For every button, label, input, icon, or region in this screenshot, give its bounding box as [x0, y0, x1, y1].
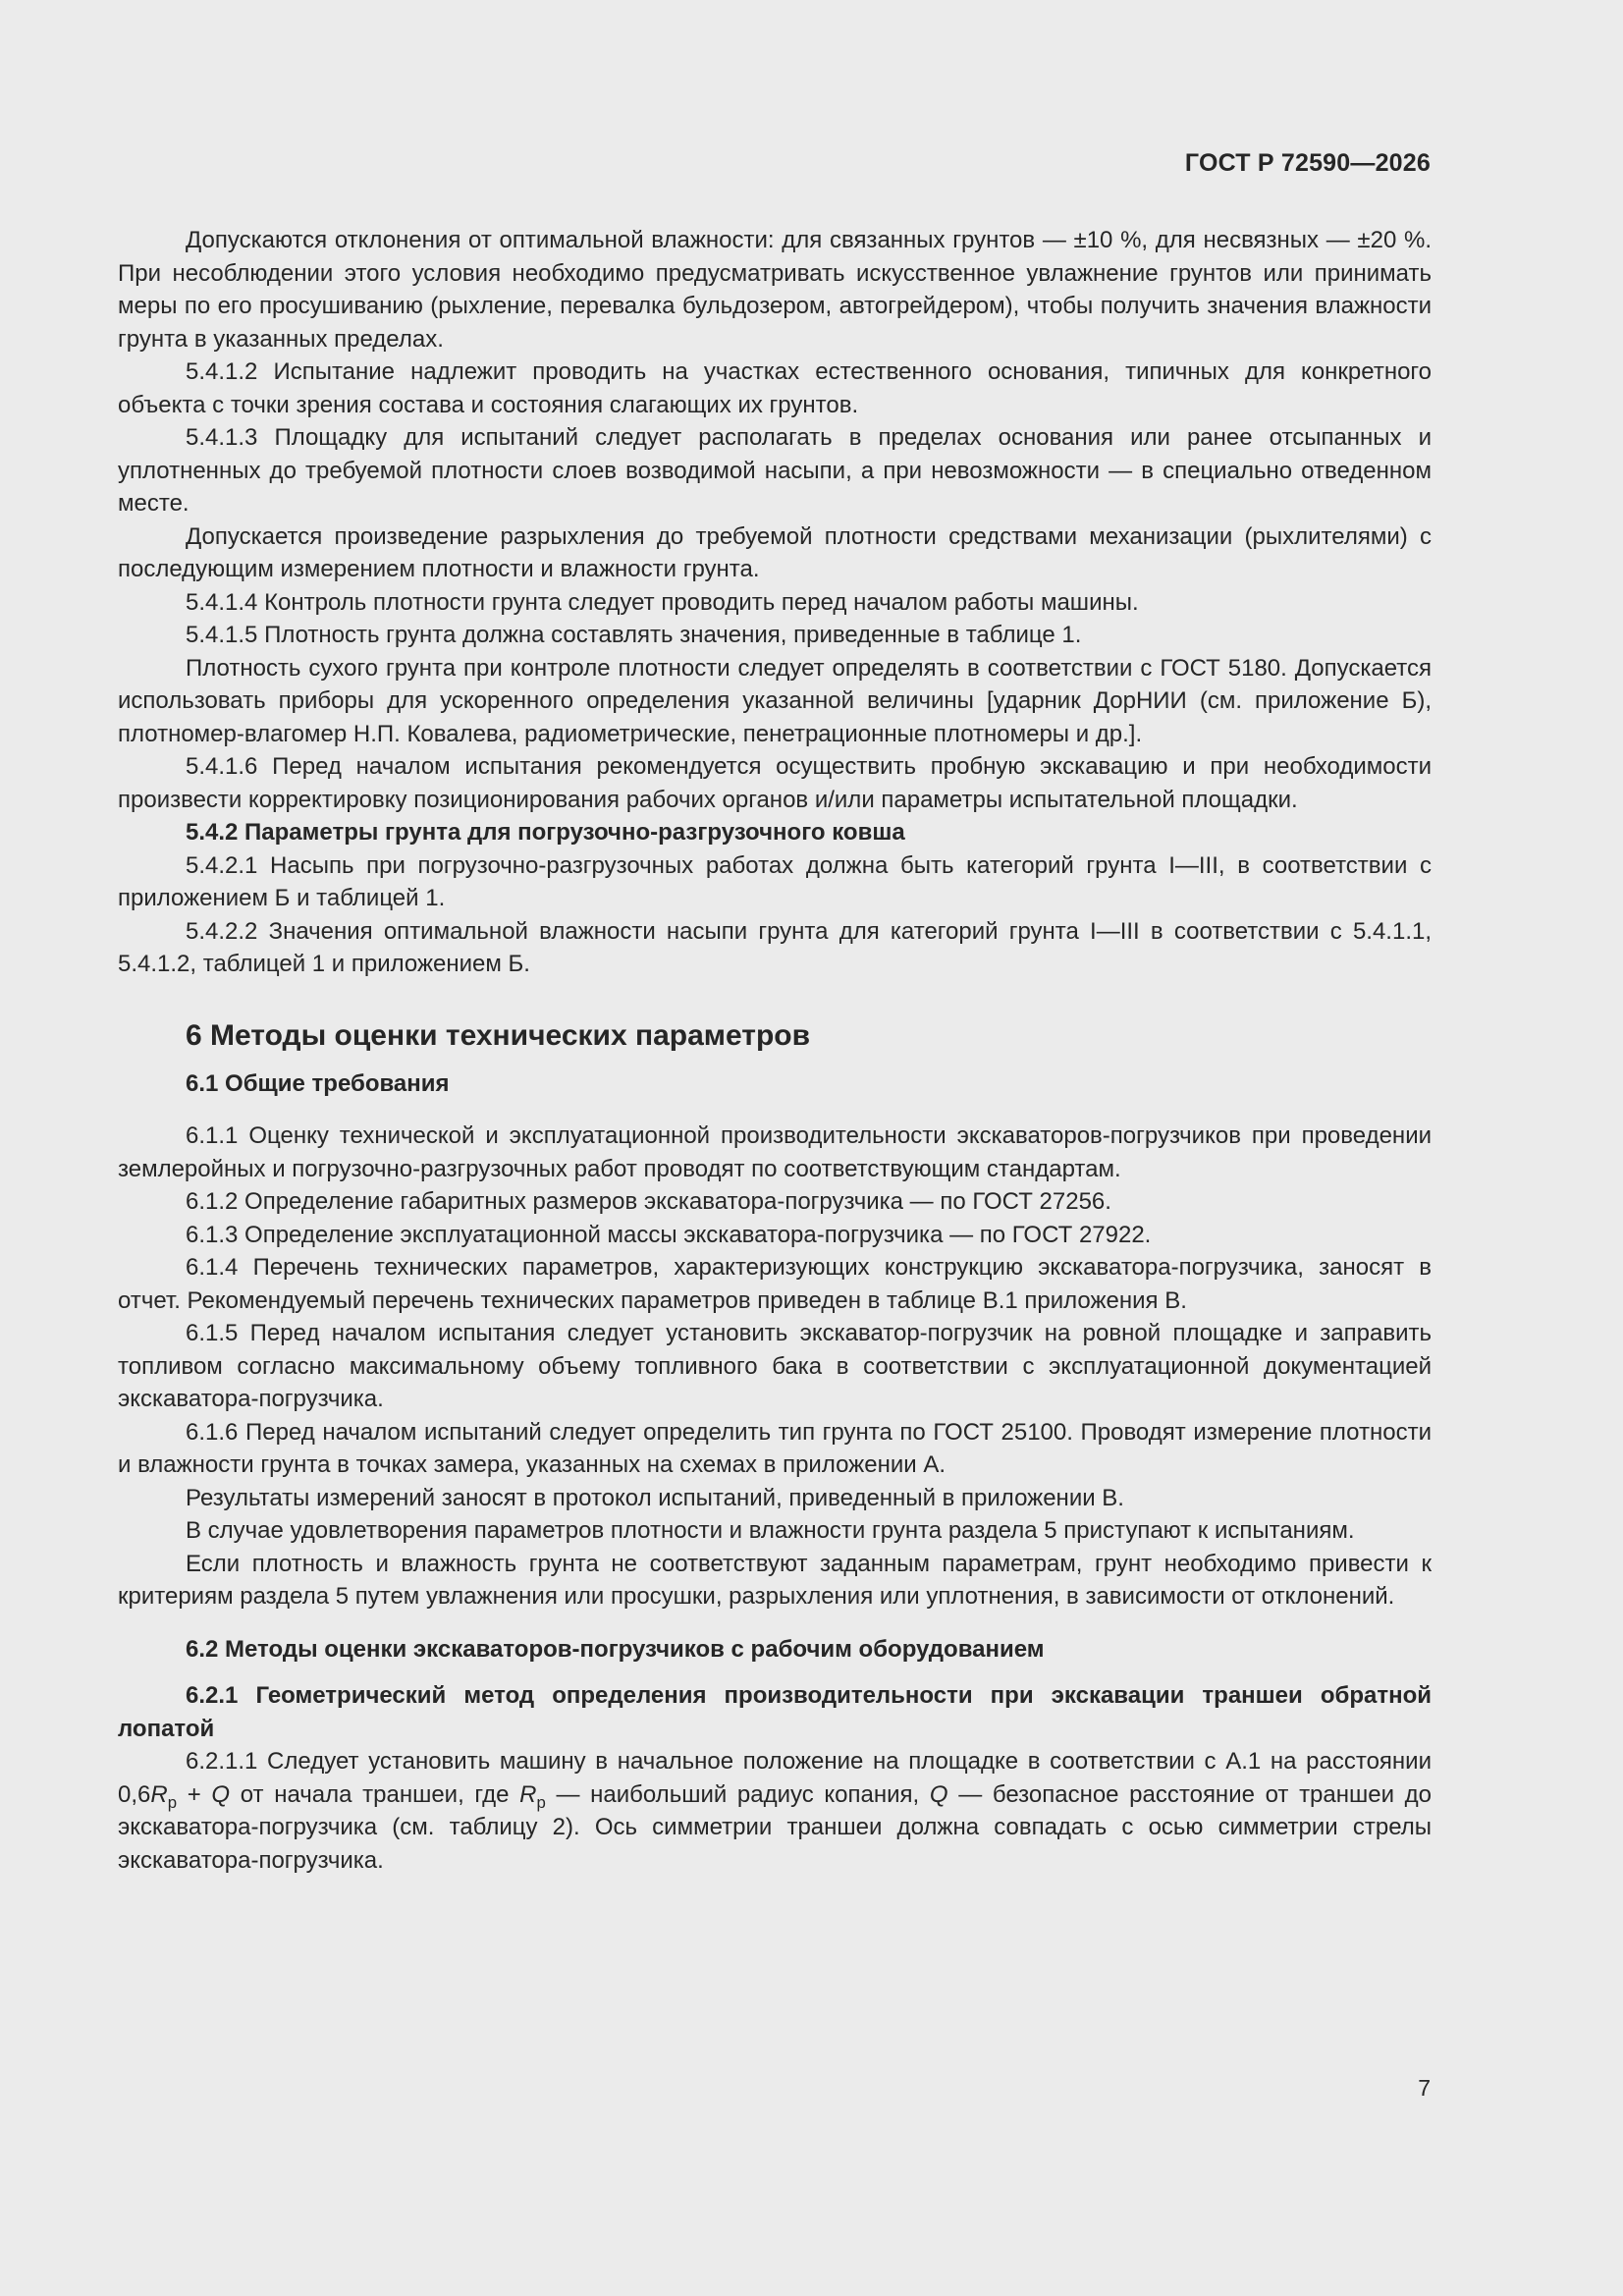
subsection-heading-6-1: 6.1 Общие требования	[186, 1069, 450, 1097]
paragraph: 6.1.5 Перед началом испытания следует установить экскаватор-погрузчик на ровной площадке и заправить топливом согласно максимальному объему топливного бака в соответствии с эксплуатационной документацией экскаватора-погрузчика.	[118, 1320, 1432, 1412]
subsection-heading-6-2: 6.2 Методы оценки экскаваторов-погрузчиков с рабочим оборудованием	[186, 1635, 1045, 1663]
paragraph: Результаты измерений заносят в протокол испытаний, приведенный в приложении В.	[186, 1484, 1124, 1511]
paragraph: В случае удовлетворения параметров плотности и влажности грунта раздела 5 приступают к испытаниям.	[186, 1517, 1355, 1544]
paragraph: Допускается произведение разрыхления до требуемой плотности средствами механизации (рыхлителями) с последующим измерением плотности и влажности грунта.	[118, 522, 1432, 582]
section-6-title: 6 Методы оценки технических параметров	[186, 1018, 811, 1052]
paragraph: 5.4.2.1 Насыпь при погрузочно-разгрузочных работах должна быть категорий грунта I—III, в соответствии с приложением Б и таблицей 1.	[118, 851, 1432, 911]
paragraph: 5.4.1.5 Плотность грунта должна составлять значения, приведенные в таблице 1.	[186, 622, 1082, 648]
paragraph: 6.1.2 Определение габаритных размеров экскаватора-погрузчика — по ГОСТ 27256.	[186, 1188, 1111, 1215]
paragraph: 5.4.1.3 Площадку для испытаний следует располагать в пределах основания или ранее отсыпанных и уплотненных до требуемой плотности слоев возводимой насыпи, а при невозможности — в специально отведенном месте.	[118, 424, 1432, 517]
document-header: ГОСТ Р 72590—2026	[1184, 149, 1431, 177]
paragraph: 5.4.2.2 Значения оптимальной влажности насыпи грунта для категорий грунта I—III в соответствии с 5.4.1.1, 5.4.1.2, таблицей 1 и приложением Б.	[118, 917, 1432, 977]
paragraph: Если плотность и влажность грунта не соответствуют заданным параметрам, грунт необходимо привести к критериям раздела 5 путем увлажнения или просушки, разрыхления или уплотнения, в зависимости от отклонений.	[118, 1550, 1432, 1610]
paragraph-6-2-1-1: 6.2.1.1 Следует установить машину в начальное положение на площадке в соответствии с А.1 на расстоянии $0,6R_р + Q$ от начала траншеи, где $R_р$ — наибольший радиус копания, Q — безопасное расстояние от траншеи до экскаватора-погрузчика (см. таблицу 2). Ось симметрии траншеи должна совпадать с осью симметрии стрелы экскаватора-погрузчика.	[118, 1748, 1433, 1874]
subsection-heading-5-4-2: 5.4.2 Параметры грунта для погрузочно-разгрузочного ковша	[186, 819, 905, 846]
paragraph: 6.1.1 Оценку технической и эксплуатационной производительности экскаваторов-погрузчиков при проведении землеройных и погрузочно-разгрузочных работ проводят по соответствующим стандартам.	[118, 1122, 1432, 1182]
document-body	[118, 224, 1432, 1877]
subsection-heading-6-2-1: 6.2.1 Геометрический метод определения производительности при экскавации траншеи обратной лопатой	[118, 1682, 1432, 1742]
paragraph: Допускаются отклонения от оптимальной влажности: для связанных грунтов — ±10 %, для несвязных — ±20 %. При несоблюдении этого условия необходимо предусматривать искусственное увлажнение грунтов или принимать меры по его просушиванию (рыхление, перевалка бульдозером, автогрейдером), чтобы получить значения влажности грунта в указанных пределах.	[118, 227, 1432, 353]
paragraph: 6.1.3 Определение эксплуатационной массы экскаватора-погрузчика — по ГОСТ 27922.	[186, 1221, 1152, 1248]
paragraph: 6.1.4 Перечень технических параметров, характеризующих конструкцию экскаватора-погрузчика, заносят в отчет. Рекомендуемый перечень технических параметров приведен в таблице В.1 приложения В.	[118, 1254, 1432, 1314]
paragraph: 5.4.1.4 Контроль плотности грунта следует проводить перед началом работы машины.	[186, 588, 1139, 616]
paragraph: 5.4.1.6 Перед началом испытания рекомендуется осуществить пробную экскавацию и при необходимости произвести корректировку позиционирования рабочих органов и/или параметры испытательной площадки.	[118, 753, 1432, 813]
paragraph: 6.1.6 Перед началом испытаний следует определить тип грунта по ГОСТ 25100. Проводят измерение плотности и влажности грунта в точках замера, указанных на схемах в приложении А.	[118, 1418, 1432, 1478]
paragraph: 5.4.1.2 Испытание надлежит проводить на участках естественного основания, типичных для конкретного объекта с точки зрения состава и состояния слагающих их грунтов.	[118, 358, 1432, 418]
paragraph: Плотность сухого грунта при контроле плотности следует определять в соответствии с ГОСТ 5180. Допускается использовать приборы для ускоренного определения указанной величины [ударник ДорНИИ (см. приложение Б), плотномер-влагомер Н.П. Ковалева, радиометрические, пенетрационные плотномеры и др.].	[118, 654, 1432, 747]
page-number: 7	[1418, 2075, 1431, 2101]
